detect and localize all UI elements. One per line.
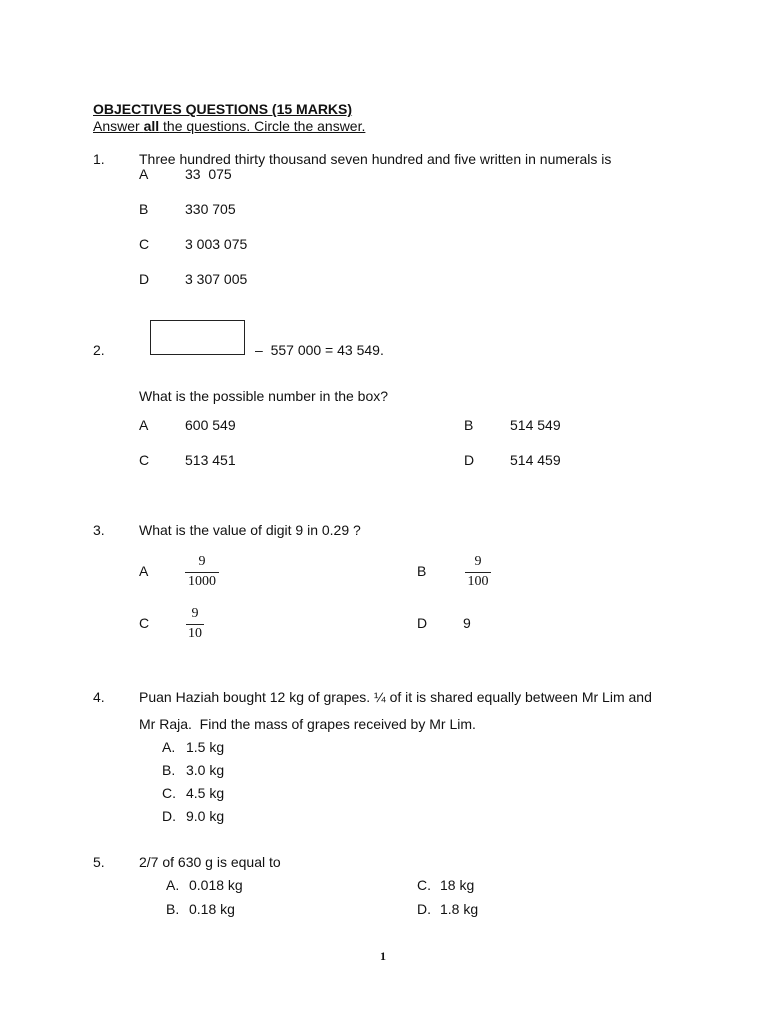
q5-option-a-letter[interactable]: A. — [166, 877, 180, 893]
q2-option-b-text[interactable]: 514 549 — [510, 417, 561, 433]
q2-option-b-letter[interactable]: B — [464, 417, 474, 433]
q2-option-c-letter[interactable]: C — [139, 452, 150, 468]
q3-option-b-letter[interactable]: B — [417, 563, 427, 579]
q4-option-c-letter[interactable]: C. — [162, 785, 176, 801]
fraction-bar — [185, 572, 219, 573]
q2-option-d-text[interactable]: 514 459 — [510, 452, 561, 468]
q3-option-b-denominator: 100 — [467, 574, 489, 589]
instruction-post: the questions. Circle the answer. — [159, 118, 366, 134]
q3-option-c-denominator: 10 — [188, 626, 202, 641]
q3-option-a-numerator: 9 — [198, 554, 206, 569]
q4-option-b-text[interactable]: 3.0 kg — [186, 762, 225, 778]
q1-option-d-text[interactable]: 3 307 005 — [185, 271, 248, 287]
q1-number: 1. — [93, 151, 105, 167]
q5-option-c-letter[interactable]: C. — [417, 877, 431, 893]
instruction-bold: all — [143, 118, 160, 134]
q4-option-b-letter[interactable]: B. — [162, 762, 176, 778]
q2-number: 2. — [93, 342, 105, 358]
page-number: 1 — [380, 949, 386, 963]
q5-option-a-text[interactable]: 0.018 kg — [189, 877, 243, 893]
q1-option-c-letter[interactable]: C — [139, 236, 150, 252]
q1-option-b-letter[interactable]: B — [139, 201, 149, 217]
q3-option-c-numerator: 9 — [191, 606, 199, 621]
q4-option-a-text[interactable]: 1.5 kg — [186, 739, 225, 755]
q1-option-b-text[interactable]: 330 705 — [185, 201, 236, 217]
q2-option-d-letter[interactable]: D — [464, 452, 475, 468]
q4-option-c-text[interactable]: 4.5 kg — [186, 785, 225, 801]
q5-option-d-text[interactable]: 1.8 kg — [440, 901, 479, 917]
q1-option-c-text[interactable]: 3 003 075 — [185, 236, 248, 252]
q1-option-a-text[interactable]: 33 075 — [185, 166, 232, 182]
q4-number: 4. — [93, 689, 105, 705]
answer-box — [150, 320, 245, 355]
q3-text: What is the value of digit 9 in 0.29 ? — [139, 522, 361, 538]
q3-option-c-letter[interactable]: C — [139, 615, 150, 631]
q3-option-a-fraction[interactable] — [185, 554, 219, 590]
q3-option-a-letter[interactable]: A — [139, 563, 149, 579]
q5-option-b-text[interactable]: 0.18 kg — [189, 901, 235, 917]
q5-option-d-letter[interactable]: D. — [417, 901, 431, 917]
q3-option-c-fraction[interactable] — [186, 606, 204, 642]
q3-option-a-denominator: 1000 — [188, 574, 216, 589]
q5-text: 2/7 of 630 g is equal to — [139, 854, 281, 870]
q4-line1: Puan Haziah bought 12 kg of grapes. ¼ of it is shared equally between Mr Lim and — [139, 689, 652, 705]
q5-option-c-text[interactable]: 18 kg — [440, 877, 475, 893]
q1-option-a-letter[interactable]: A — [139, 166, 149, 182]
q1-text: Three hundred thirty thousand seven hundred and five written in numerals is — [139, 151, 612, 167]
q3-number: 3. — [93, 522, 105, 538]
q2-question: What is the possible number in the box? — [139, 388, 389, 404]
q5-number: 5. — [93, 854, 105, 870]
q1-option-d-letter[interactable]: D — [139, 271, 150, 287]
fraction-bar — [186, 624, 204, 625]
q3-option-b-fraction[interactable] — [465, 554, 491, 590]
q2-equation: – 557 000 = 43 549. — [255, 342, 384, 358]
q2-option-c-text[interactable]: 513 451 — [185, 452, 236, 468]
instruction-pre: Answer — [93, 118, 144, 134]
q2-option-a-text[interactable]: 600 549 — [185, 417, 236, 433]
q3-option-b-numerator: 9 — [474, 554, 482, 569]
section-title: OBJECTIVES QUESTIONS (15 MARKS) — [93, 101, 353, 117]
q4-option-d-text[interactable]: 9.0 kg — [186, 808, 225, 824]
q5-option-b-letter[interactable]: B. — [166, 901, 180, 917]
instruction — [93, 118, 365, 135]
q2-option-a-letter[interactable]: A — [139, 417, 149, 433]
q3-option-d-letter[interactable]: D — [417, 615, 428, 631]
q4-option-d-letter[interactable]: D. — [162, 808, 176, 824]
q4-option-a-letter[interactable]: A. — [162, 739, 176, 755]
q4-line2: Mr Raja. Find the mass of grapes received by Mr Lim. — [139, 716, 476, 732]
fraction-bar — [465, 572, 491, 573]
q3-option-d-text[interactable]: 9 — [463, 615, 471, 631]
